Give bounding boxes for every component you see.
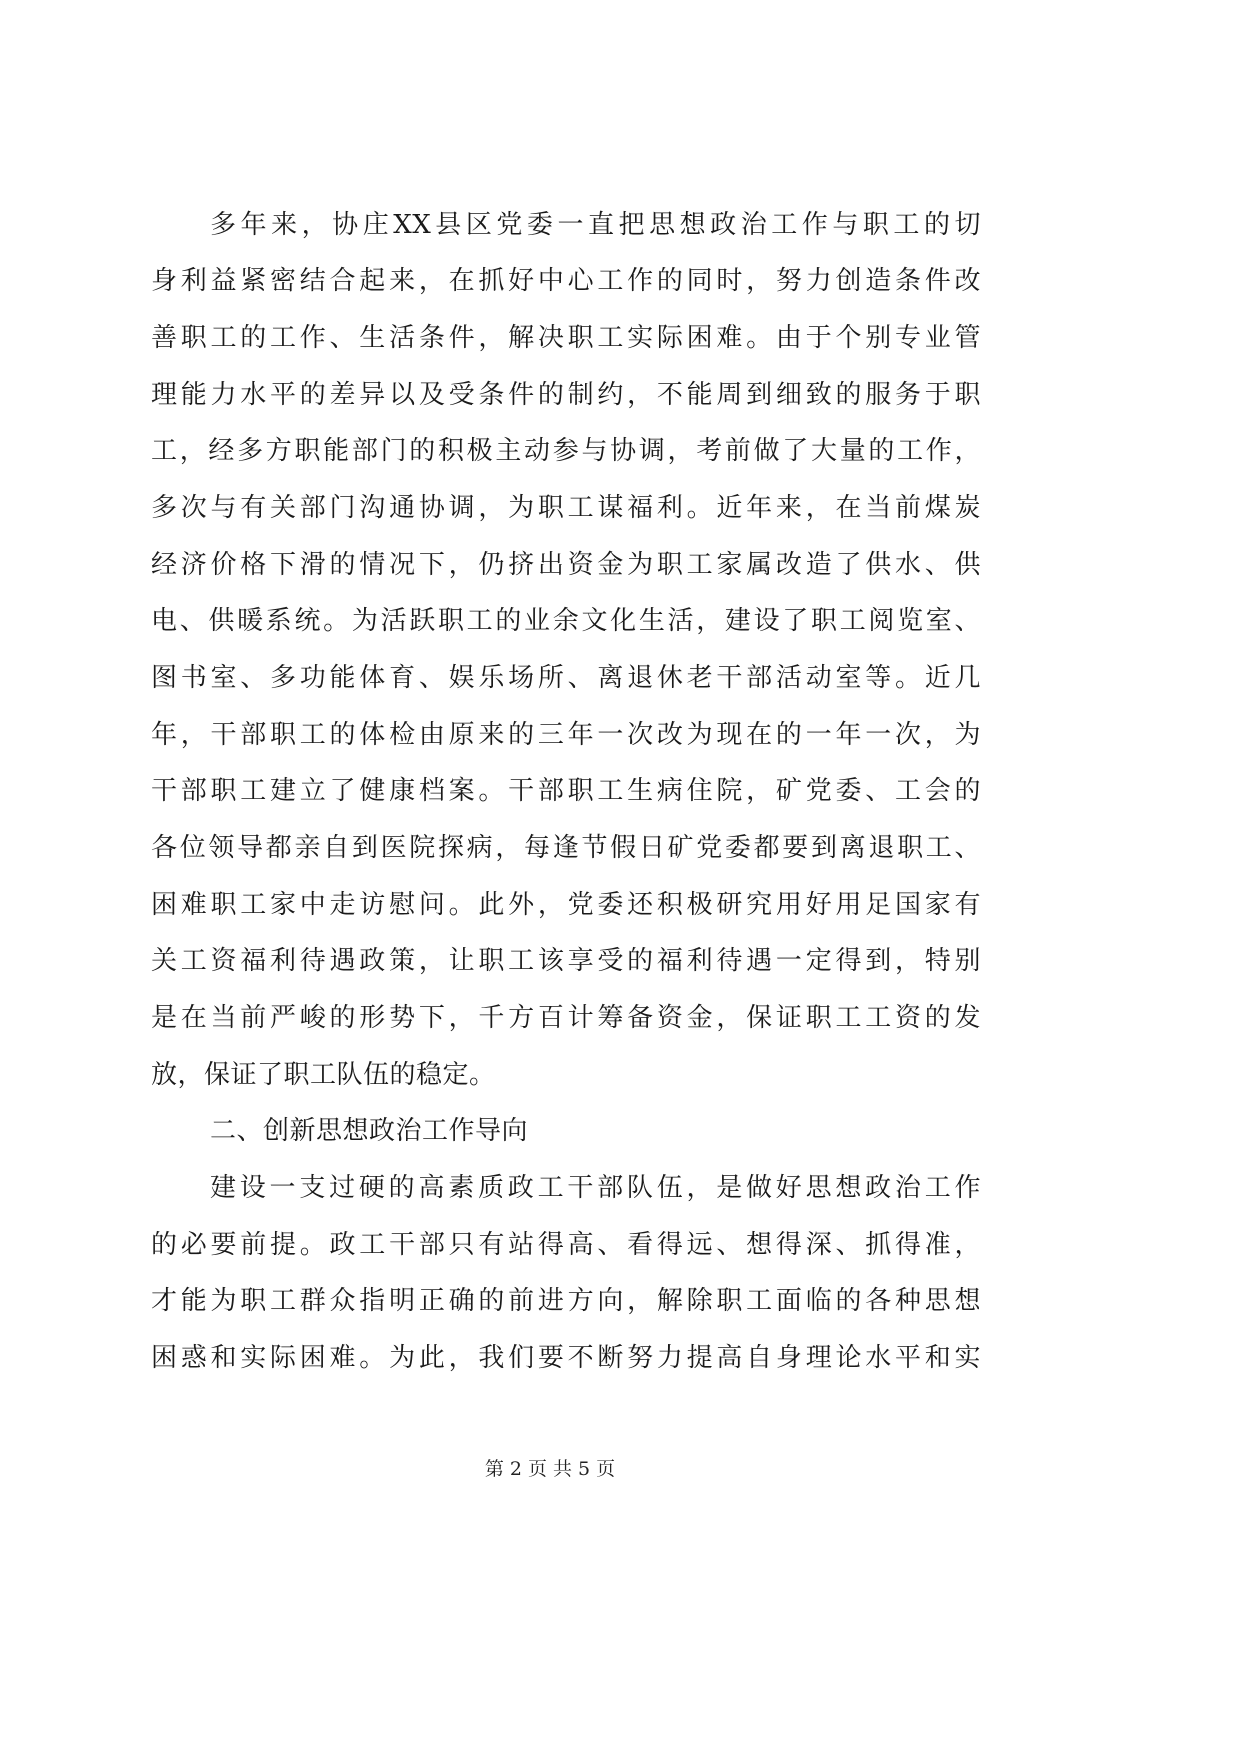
- paragraph-1-line-8: 电、供暖系统。为活跃职工的业余文化生活，建设了职工阅览室、: [151, 606, 981, 636]
- section-heading: 二、创新思想政治工作导向: [210, 1116, 529, 1146]
- paragraph-1-line-5: 工，经多方职能部门的积极主动参与协调，考前做了大量的工作，: [151, 436, 981, 466]
- paragraph-1-line-6: 多次与有关部门沟通协调，为职工谋福利。近年来，在当前煤炭: [151, 493, 981, 523]
- paragraph-1-line-2: 身利益紧密结合起来，在抓好中心工作的同时，努力创造条件改: [151, 266, 981, 296]
- paragraph-1-line-3: 善职工的工作、生活条件，解决职工实际困难。由于个别专业管: [151, 323, 981, 353]
- paragraph-1-line-16: 放，保证了职工队伍的稳定。: [151, 1060, 496, 1090]
- paragraph-1-line-4: 理能力水平的差异以及受条件的制约，不能周到细致的服务于职: [151, 380, 981, 410]
- paragraph-1-line-1: 多年来，协庄XX县区党委一直把思想政治工作与职工的切: [210, 210, 981, 240]
- paragraph-3-line-2: 的必要前提。政工干部只有站得高、看得远、想得深、抓得准，: [151, 1230, 981, 1260]
- paragraph-1-line-11: 干部职工建立了健康档案。干部职工生病住院，矿党委、工会的: [151, 776, 981, 806]
- paragraph-3-line-3: 才能为职工群众指明正确的前进方向，解除职工面临的各种思想: [151, 1286, 981, 1316]
- paragraph-1-line-9: 图书室、多功能体育、娱乐场所、离退休老干部活动室等。近几: [151, 663, 981, 693]
- paragraph-1-line-7: 经济价格下滑的情况下，仍挤出资金为职工家属改造了供水、供: [151, 550, 981, 580]
- page-number-footer: 第 2 页 共 5 页: [484, 1458, 616, 1480]
- paragraph-1-line-10: 年，干部职工的体检由原来的三年一次改为现在的一年一次，为: [151, 720, 981, 750]
- paragraph-1-line-13: 困难职工家中走访慰问。此外，党委还积极研究用好用足国家有: [151, 890, 981, 920]
- paragraph-3-line-4: 困惑和实际困难。为此，我们要不断努力提高自身理论水平和实: [151, 1343, 981, 1373]
- paragraph-3-line-1: 建设一支过硬的高素质政工干部队伍，是做好思想政治工作: [210, 1173, 981, 1203]
- paragraph-1-line-14: 关工资福利待遇政策，让职工该享受的福利待遇一定得到，特别: [151, 946, 981, 976]
- paragraph-1-line-12: 各位领导都亲自到医院探病，每逢节假日矿党委都要到离退职工、: [151, 833, 981, 863]
- paragraph-1-line-15: 是在当前严峻的形势下，千方百计筹备资金，保证职工工资的发: [151, 1003, 981, 1033]
